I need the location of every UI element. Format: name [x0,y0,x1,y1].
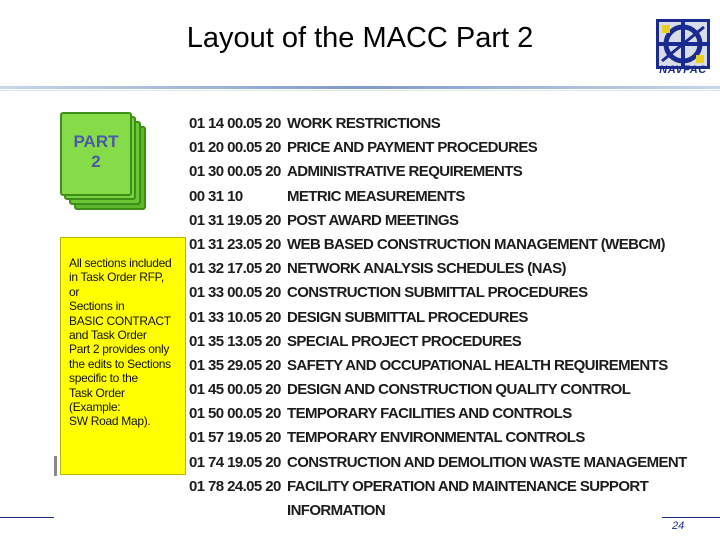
section-code: 01 50 00.05 20 [189,405,281,423]
section-code: 01 20 00.05 20 [189,139,281,157]
note-line: Task Order [69,385,125,400]
note-line: BASIC CONTRACT [69,313,171,328]
section-row [189,378,669,402]
section-row [189,112,669,136]
note-line: the edits to Sections [69,356,171,371]
section-code: 01 33 00.05 20 [189,284,281,302]
section-name: SPECIAL PROJECT PROCEDURES [287,332,522,350]
section-code: 01 78 24.05 20 [189,477,281,495]
left-edge-mark [54,456,57,476]
section-code: 01 35 13.05 20 [189,332,281,350]
note-line: All sections included [69,256,172,270]
note-line: (Example: [69,400,121,415]
section-row [189,354,669,378]
section-row [189,426,669,450]
section-name: FACILITY OPERATION AND MAINTENANCE SUPPORT [287,477,649,495]
note-line: SW Road Map). [69,414,151,429]
section-name: TEMPORARY ENVIRONMENTAL CONTROLS [287,429,585,447]
section-name: DESIGN AND CONSTRUCTION QUALITY CONTROL [287,381,631,399]
section-name: NETWORK ANALYSIS SCHEDULES (NAS) [287,260,566,278]
note-line: and Task Order [69,328,147,343]
page-number: 24 [672,520,685,532]
footer-rule-right [662,517,720,518]
section-row [189,257,669,281]
section-name: CONSTRUCTION AND DEMOLITION WASTE MANAGEMENT [287,453,687,471]
section-row [189,306,669,330]
section-name: WORK RESTRICTIONS [287,115,441,132]
note-line: in Task Order RFP, [69,270,164,285]
section-code: 01 31 19.05 20 [189,211,281,229]
section-row [189,185,669,209]
section-code: 01 14 00.05 20 [189,115,281,132]
part-2-stack-graphic [60,112,146,208]
section-code: 01 30 00.05 20 [189,163,281,181]
section-code: 01 74 19.05 20 [189,453,281,471]
section-name-continuation: INFORMATION [287,502,386,519]
section-name: ADMINISTRATIVE REQUIREMENTS [287,163,523,181]
slide-title: Layout of the MACC Part 2 [186,22,534,54]
note-line: specific to the [69,371,138,386]
section-name: CONSTRUCTION SUBMITTAL PROCEDURES [287,284,588,302]
stack-sheet-front [60,112,132,196]
part-label-word: PART [73,132,119,151]
section-row [189,136,669,160]
section-row [189,475,669,499]
section-code: 01 32 17.05 20 [189,260,281,278]
section-row [189,451,687,475]
section-code: 01 31 23.05 20 [189,235,281,253]
note-text [69,256,187,429]
section-row [189,281,669,305]
section-row [189,402,669,426]
note-callout [60,237,186,475]
section-row [189,330,669,354]
part-label-number: 2 [91,152,101,171]
part-label [62,132,130,172]
section-row [189,209,669,233]
section-code: 01 35 29.05 20 [189,356,281,374]
section-code: 00 31 10 [189,187,243,205]
logo-wordmark: NAVFAC [659,64,707,76]
section-code: 01 57 19.05 20 [189,429,281,447]
note-line: Part 2 provides only [69,342,170,357]
section-list [189,112,687,523]
slide-content [54,104,687,519]
footer-rule-left [0,517,54,518]
section-code: 01 45 00.05 20 [189,381,281,399]
section-name: POST AWARD MEETINGS [287,211,459,229]
section-name: PRICE AND PAYMENT PROCEDURES [287,139,538,157]
section-code: 01 33 10.05 20 [189,308,281,326]
section-name: DESIGN SUBMITTAL PROCEDURES [287,308,528,326]
section-name: TEMPORARY FACILITIES AND CONTROLS [287,405,572,423]
section-row [189,233,669,257]
title-divider-shadow [0,90,720,91]
note-line: or [69,284,80,299]
title-divider [0,86,720,89]
section-row [189,160,669,184]
section-name: METRIC MEASUREMENTS [287,187,465,205]
section-name: WEB BASED CONSTRUCTION MANAGEMENT (WEBCM) [287,235,665,253]
section-name: SAFETY AND OCCUPATIONAL HEALTH REQUIREMENTS [287,356,668,374]
note-line: Sections in [69,299,125,314]
